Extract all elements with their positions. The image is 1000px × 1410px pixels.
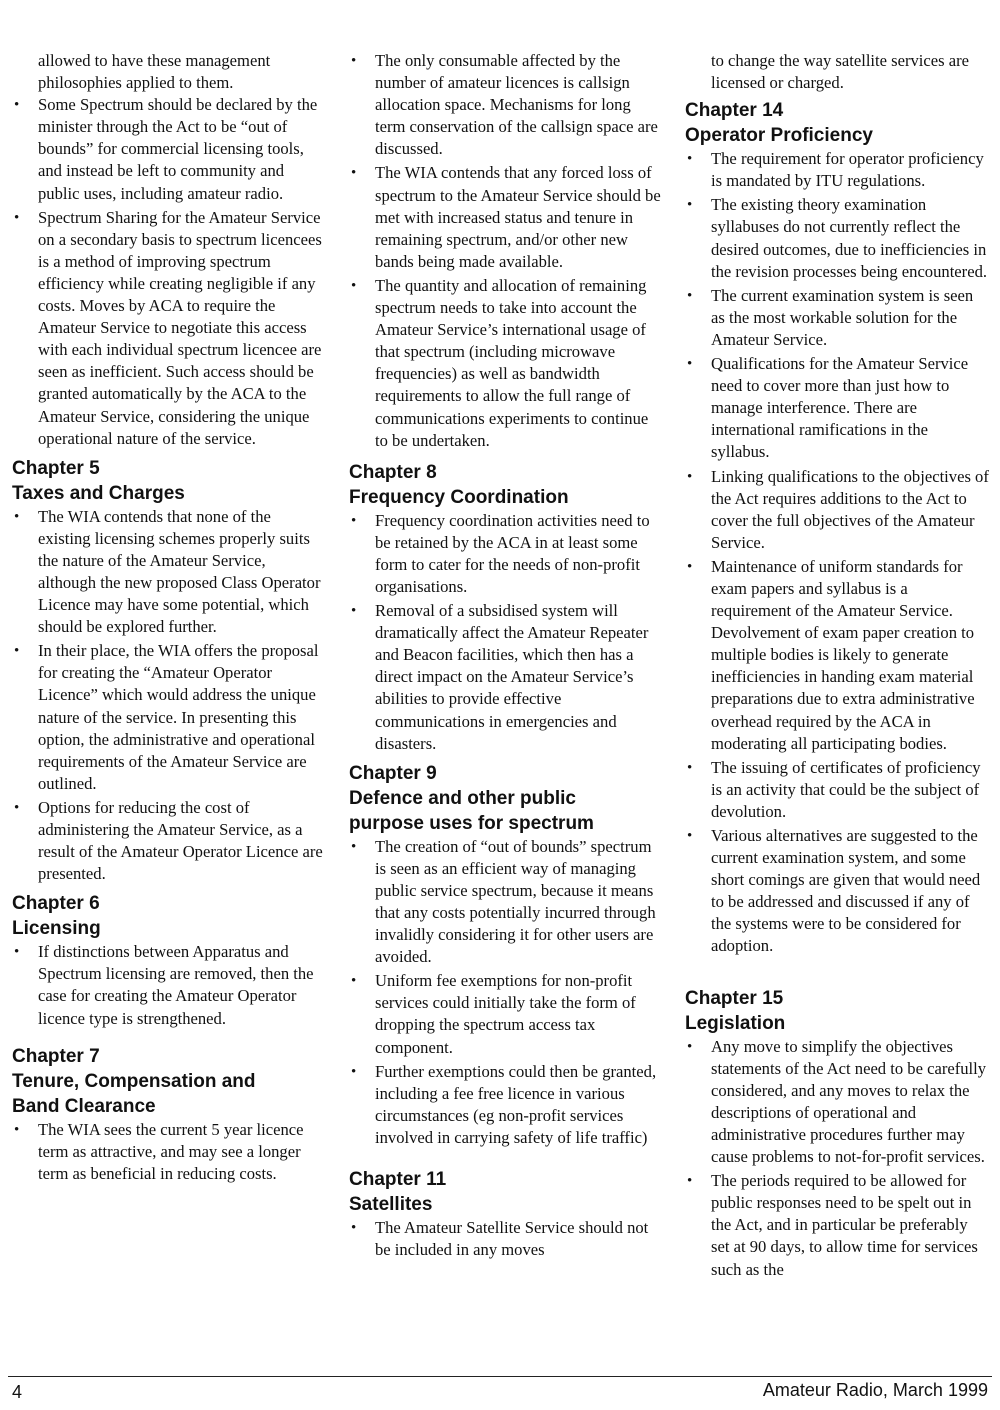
chapter-7-heading bbox=[12, 1044, 324, 1119]
list-item: • Various alternatives are suggested to the current examination system, and some short comings are given that would need to be addressed and discussed if any of the systems were to be considered for adoption. bbox=[685, 825, 990, 958]
list-item: • The periods required to be allowed for public responses need to be spelt out in the Act, and in particular be preferably set at 90 days, to allow time for services such as the bbox=[685, 1170, 990, 1280]
chapter-number: Chapter 11 bbox=[349, 1169, 447, 1191]
list-item: • In their place, the WIA offers the proposal for creating the “Amateur Operator Licence” which would address the unique nature of the service. In presenting this option, the administrative and operational requirements of the Amateur Service are outlined. bbox=[12, 640, 324, 795]
chapter-8-heading bbox=[349, 460, 661, 510]
chapter-title: Operator Proficiency bbox=[685, 125, 873, 147]
publication-footer: Amateur Radio, March 1999 bbox=[762, 1380, 988, 1400]
list-item: • The existing theory examination syllabuses do not currently reflect the desired outcomes, due to inefficiencies in the revision processes being encountered. bbox=[685, 194, 990, 282]
bullet-list bbox=[12, 1119, 324, 1185]
list-item: • Uniform fee exemptions for non-profit services could initially take the form of dropping the spectrum access tax component. bbox=[349, 970, 661, 1058]
list-item: • The requirement for operator proficiency is mandated by ITU regulations. bbox=[685, 148, 990, 192]
bullet-list bbox=[685, 148, 990, 957]
bullet-list bbox=[349, 50, 661, 452]
continued-text: to change the way satellite services are licensed or charged. bbox=[711, 51, 970, 93]
chapter-number: Chapter 9 bbox=[349, 762, 437, 784]
chapter-title: Frequency Coordination bbox=[349, 486, 569, 508]
bullet-list bbox=[349, 836, 661, 1149]
chapter-number: Chapter 8 bbox=[349, 461, 437, 483]
list-item: • The WIA contends that any forced loss of spectrum to the Amateur Service should be met with increased status and tenure in remaining spectrum, and/or other new bands being made available. bbox=[349, 162, 661, 272]
chapter-9-heading bbox=[349, 761, 661, 836]
list-item: • The WIA contends that none of the existing licensing schemes properly suits the nature of the Amateur Service, although the new proposed Class Operator Licence may have some potential, which should be explored further. bbox=[12, 506, 324, 639]
bullet-list bbox=[349, 510, 661, 755]
bullet-list bbox=[685, 1036, 990, 1281]
footer-divider bbox=[8, 1376, 992, 1377]
column-1 bbox=[12, 50, 324, 1187]
list-item: • Any move to simplify the objectives statements of the Act need to be carefully considered, and any moves to relax the descriptions of operational and administrative procedures further may cause problems to not-for-profit services. bbox=[685, 1036, 990, 1169]
chapter-15-heading bbox=[685, 986, 990, 1036]
chapter-title: Tenure, Compensation and bbox=[12, 1070, 256, 1092]
chapter-number: Chapter 5 bbox=[12, 457, 100, 479]
list-item: • The only consumable affected by the number of amateur licences is callsign allocation space. Mechanisms for long term conservation of the callsign space are discussed. bbox=[349, 50, 661, 160]
chapter-11-heading bbox=[349, 1167, 661, 1217]
bullet-list bbox=[12, 94, 324, 450]
list-item: • Further exemptions could then be granted, including a fee free licence in various circumstances (eg non-profit services involved in carrying safety of life traffic) bbox=[349, 1061, 661, 1149]
column-2 bbox=[349, 50, 661, 1263]
list-item: • The creation of “out of bounds” spectrum is seen as an efficient way of managing public service spectrum, because it means that any costs potentially incurred through invalidly considering it for other users are avoided. bbox=[349, 836, 661, 969]
bullet-list bbox=[12, 506, 324, 886]
list-item: • Maintenance of uniform standards for exam papers and syllabus is a requirement of the Amateur Service. Devolvement of exam paper creation to multiple bodies is likely to generate inefficiencies in handing exam material preparations due to extra administrative overhead required by the ACA in moderating all participating bodies. bbox=[685, 556, 990, 755]
list-item: • The WIA sees the current 5 year licence term as attractive, and may see a longer term as beneficial in reducing costs. bbox=[12, 1119, 324, 1185]
chapter-title: purpose uses for spectrum bbox=[349, 812, 594, 834]
list-item: • The quantity and allocation of remaining spectrum needs to take into account the Amateur Service’s international usage of that spectrum (including microwave frequencies) as well as bandwidth requirements to allow the full range of communications experiments to continue to be undertaken. bbox=[349, 275, 661, 452]
column-3 bbox=[685, 50, 990, 1283]
list-item: • Frequency coordination activities need to be retained by the ACA in at least some form to cater for the needs of non-profit organisations. bbox=[349, 510, 661, 598]
chapter-title: Defence and other public bbox=[349, 787, 576, 809]
chapter-title: Legislation bbox=[685, 1012, 786, 1034]
list-item: • Spectrum Sharing for the Amateur Service on a secondary basis to spectrum licencees is a method of improving spectrum efficiency while creating negligible if any costs. Moves by ACA to require the Amateur Service to negotiate this access with each individual spectrum licencee are seen as inefficient. Such access should be granted automatically by the ACA to the Amateur Service, considering the unique operational nature of the service. bbox=[12, 207, 324, 450]
list-item: • Linking qualifications to the objectives of the Act requires additions to the Act to cover the full objectives of the Amateur Service. bbox=[685, 466, 990, 554]
chapter-number: Chapter 14 bbox=[685, 100, 784, 122]
chapter-number: Chapter 6 bbox=[12, 893, 100, 915]
list-item: • Removal of a subsidised system will dramatically affect the Amateur Repeater and Beacon facilities, which then has a direct impact on the Amateur Service’s abilities to provide effective communications in emergencies and disasters. bbox=[349, 600, 661, 755]
list-item: • The current examination system is seen as the most workable solution for the Amateur Service. bbox=[685, 285, 990, 351]
chapter-title: Licensing bbox=[12, 918, 101, 940]
list-item: • If distinctions between Apparatus and Spectrum licensing are removed, then the case for creating the Amateur Operator licence type is strengthened. bbox=[12, 941, 324, 1029]
list-item: • The Amateur Satellite Service should not be included in any moves bbox=[349, 1217, 661, 1261]
list-item: • The issuing of certificates of proficiency is an activity that could be the subject of devolution. bbox=[685, 757, 990, 823]
chapter-number: Chapter 15 bbox=[685, 987, 784, 1009]
page-number: 4 bbox=[12, 1382, 23, 1402]
bullet-list bbox=[12, 941, 324, 1029]
list-item: • Options for reducing the cost of administering the Amateur Service, as a result of the Amateur Operator Licence are presented. bbox=[12, 797, 324, 885]
chapter-6-heading bbox=[12, 891, 324, 941]
chapter-title: Satellites bbox=[349, 1194, 433, 1216]
list-item: • Some Spectrum should be declared by the minister through the Act to be “out of bounds” for commercial licensing tools, and instead be left to community and public uses, including amateur radio. bbox=[12, 94, 324, 204]
chapter-title: Taxes and Charges bbox=[12, 482, 185, 504]
continued-text: allowed to have these management philosophies applied to them. bbox=[38, 51, 271, 93]
chapter-5-heading bbox=[12, 456, 324, 506]
chapter-14-heading bbox=[685, 98, 990, 148]
list-item: • Qualifications for the Amateur Service need to cover more than just how to manage interference. There are international ramifications in the syllabus. bbox=[685, 353, 990, 463]
chapter-number: Chapter 7 bbox=[12, 1045, 100, 1067]
chapter-title: Band Clearance bbox=[12, 1095, 156, 1117]
bullet-list bbox=[349, 1217, 661, 1261]
